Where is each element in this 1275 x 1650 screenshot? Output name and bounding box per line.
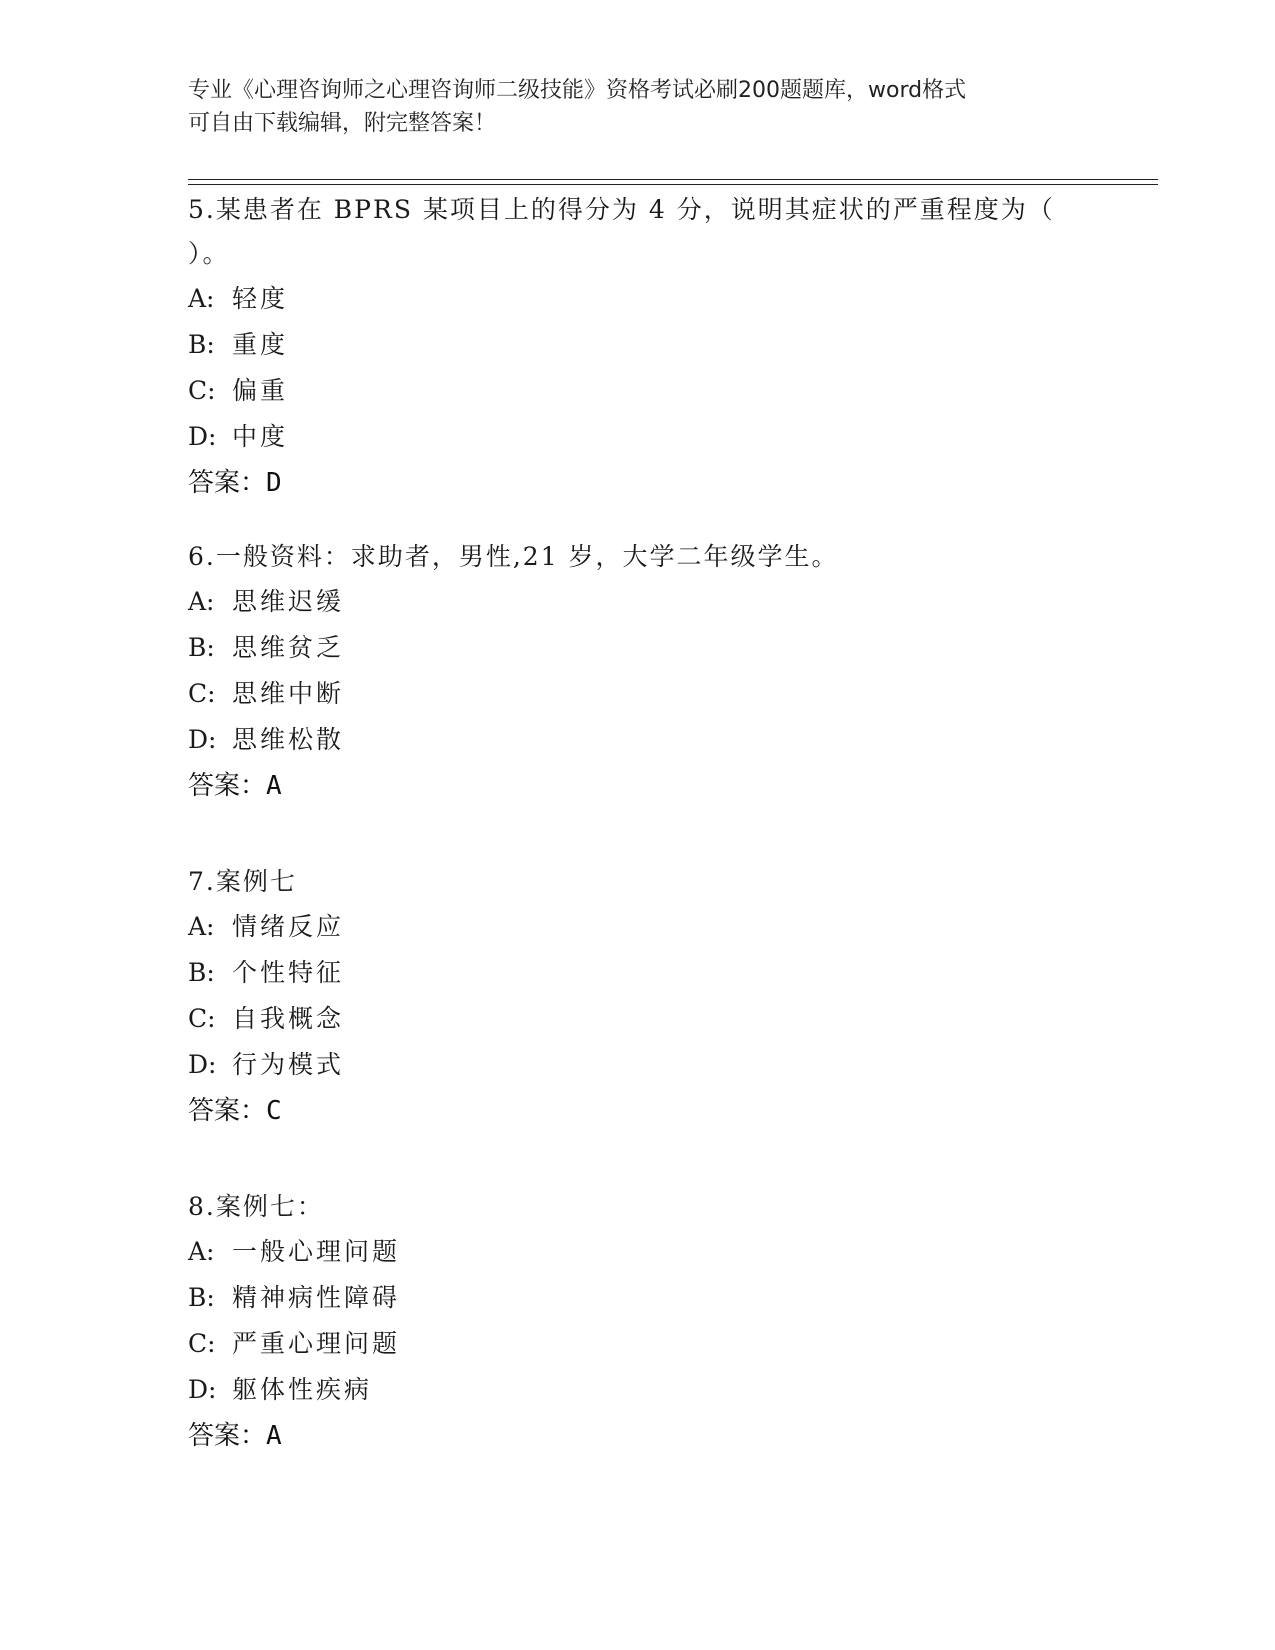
document-header [188, 74, 1088, 140]
option-letter: D: [188, 725, 217, 754]
option-text: 个性特征 [232, 958, 345, 987]
answer-line [188, 1413, 1088, 1459]
header-line-2: 可自由下载编辑，附完整答案！ [188, 111, 497, 136]
question-stem-continued: ）。 [188, 239, 230, 268]
answer-line [188, 763, 1088, 809]
option-letter: B: [188, 633, 215, 662]
option-letter: D: [188, 422, 217, 451]
option-letter: A: [188, 912, 215, 941]
question-stem: 5.某患者在 BPRS 某项目上的得分为 4 分，说明其症状的严重程度为（ [188, 195, 1055, 224]
option-text: 情绪反应 [232, 912, 345, 941]
option-letter: C: [188, 679, 216, 708]
question-stem: 6.一般资料：求助者，男性,21 岁，大学二年级学生。 [188, 542, 839, 571]
option-letter: C: [188, 1004, 216, 1033]
option-text: 精神病性障碍 [232, 1283, 401, 1312]
option-b [188, 625, 1088, 671]
option-letter: D: [188, 1375, 217, 1404]
option-text: 行为模式 [232, 1050, 345, 1079]
answer-line [188, 1088, 1088, 1134]
option-text: 中度 [232, 422, 289, 451]
header-line-1: 专业《心理咨询师之心理咨询师二级技能》资格考试必刷200题题库，word格式 [188, 78, 967, 103]
option-letter: A: [188, 284, 215, 313]
option-letter: A: [188, 587, 215, 616]
option-b [188, 322, 1088, 368]
option-text: 思维中断 [232, 679, 345, 708]
answer-label: 答案： [188, 1421, 267, 1451]
question-5 [188, 188, 1088, 506]
option-text: 思维贫乏 [232, 633, 345, 662]
option-letter: C: [188, 376, 216, 405]
answer-label: 答案： [188, 771, 267, 801]
answer-label: 答案： [188, 468, 267, 498]
option-text: 思维松散 [232, 725, 345, 754]
option-text: 躯体性疾病 [232, 1375, 373, 1404]
option-d [188, 1367, 1088, 1413]
option-d [188, 414, 1088, 460]
option-text: 严重心理问题 [232, 1329, 401, 1358]
option-letter: B: [188, 958, 215, 987]
option-b [188, 1275, 1088, 1321]
question-6 [188, 535, 1088, 809]
option-text: 自我概念 [232, 1004, 345, 1033]
option-d [188, 1042, 1088, 1088]
option-c [188, 671, 1088, 717]
option-b [188, 950, 1088, 996]
option-text: 一般心理问题 [232, 1237, 401, 1266]
question-7 [188, 860, 1088, 1134]
answer-value: D [266, 468, 282, 498]
option-letter: C: [188, 1329, 216, 1358]
option-c [188, 1321, 1088, 1367]
option-letter: B: [188, 1283, 215, 1312]
question-stem: 7.案例七 [188, 867, 297, 896]
option-c [188, 996, 1088, 1042]
header-divider-bottom [188, 184, 1158, 185]
option-text: 思维迟缓 [232, 587, 345, 616]
option-a [188, 276, 1088, 322]
option-a [188, 904, 1088, 950]
option-letter: B: [188, 330, 215, 359]
answer-value: A [266, 1421, 282, 1451]
answer-value: C [266, 1096, 282, 1126]
option-a [188, 1229, 1088, 1275]
answer-label: 答案： [188, 1096, 267, 1126]
option-c [188, 368, 1088, 414]
option-a [188, 579, 1088, 625]
answer-value: A [266, 771, 282, 801]
header-divider-top [188, 179, 1158, 180]
option-letter: D: [188, 1050, 217, 1079]
question-stem: 8.案例七： [188, 1192, 324, 1221]
option-letter: A: [188, 1237, 215, 1266]
option-d [188, 717, 1088, 763]
question-8 [188, 1185, 1088, 1459]
answer-line [188, 460, 1088, 506]
option-text: 重度 [232, 330, 289, 359]
option-text: 偏重 [232, 376, 289, 405]
option-text: 轻度 [232, 284, 289, 313]
